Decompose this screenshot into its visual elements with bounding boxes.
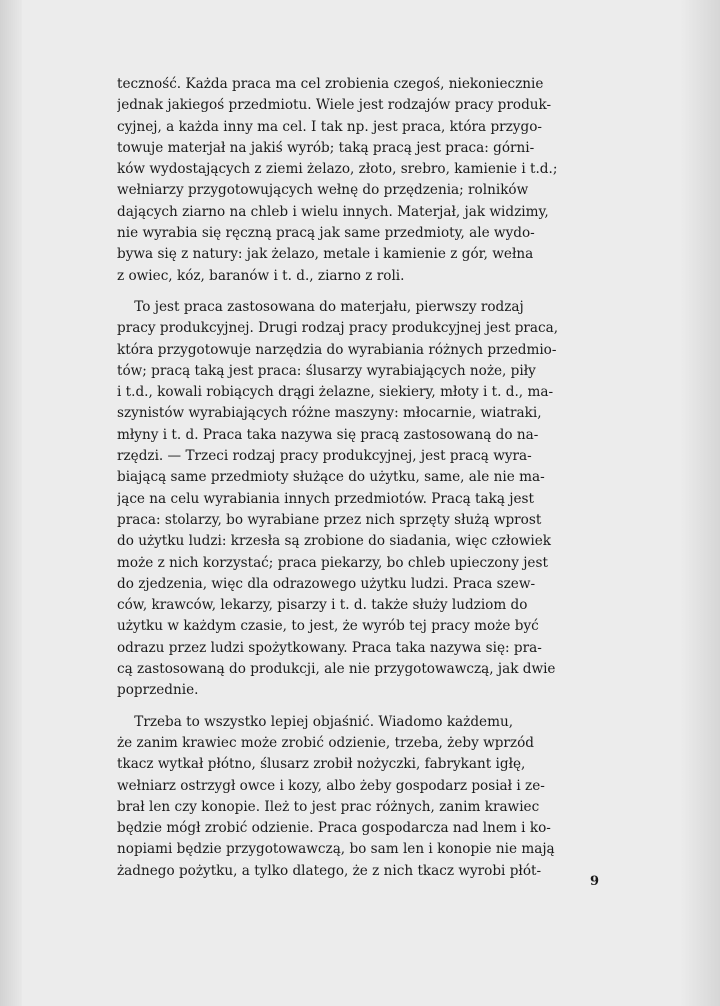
paragraph-2 [117, 297, 599, 702]
text-line: dających ziarno na chleb i wielu innych. Materjał, jak widzimy, [117, 203, 549, 220]
scan-edge-right [680, 0, 720, 1006]
text-line: która przygotowuje narzędzia do wyrabiania różnych przedmio- [117, 341, 557, 358]
text-line: szynistów wyrabiających różne maszyny: młocarnie, wiatraki, [117, 405, 542, 422]
text-line: cą zastosowaną do produkcji, ale nie przygotowawczą, jak dwie [117, 661, 556, 678]
text-line: To jest praca zastosowana do materjału, pierwszy rodzaj [117, 298, 524, 315]
text-line: rzędzi. — Trzeci rodzaj pracy produkcyjnej, jest pracą wyra- [117, 448, 532, 465]
body-text [117, 74, 599, 882]
text-line: cyjnej, a każda inny ma cel. I tak np. jest praca, która przygo- [117, 118, 542, 135]
page-number: 9 [590, 874, 600, 889]
text-line: i t.d., kowali robiących drągi żelazne, siekiery, młoty i t. d., ma- [117, 384, 554, 401]
paragraph-3 [117, 712, 599, 882]
text-line: wełniarz ostrzygł owce i kozy, albo żeby gospodarz posiał i ze- [117, 777, 545, 794]
text-line: młyny i t. d. Praca taka nazywa się pracą zastosowaną do na- [117, 426, 539, 443]
text-line: tkacz wytkał płótno, ślusarz zrobił nożyczki, fabrykant igłę, [117, 756, 526, 773]
text-line: ców, krawców, lekarzy, pisarzy i t. d. także służy ludziom do [117, 597, 528, 614]
text-line: biającą same przedmioty służące do użytku, same, ale nie ma- [117, 469, 545, 486]
text-line: do użytku ludzi: krzesła są zrobione do siadania, więc człowiek [117, 533, 552, 550]
text-line: będzie mógł zrobić odzienie. Praca gospodarcza nad lnem i ko- [117, 820, 551, 837]
text-line: z owiec, kóz, baranów i t. d., ziarno z roli. [117, 267, 405, 284]
text-line: do zjedzenia, więc dla odrazowego użytku ludzi. Praca szew- [117, 575, 536, 592]
text-line: użytku w każdym czasie, to jest, że wyrób tej pracy może być [117, 618, 539, 635]
text-line: nie wyrabia się ręczną pracą jak same przedmioty, ale wydo- [117, 225, 535, 242]
text-line: bywa się z natury: jak żelazo, metale i kamienie z gór, wełna [117, 246, 534, 263]
text-line: nopiami będzie przygotowawczą, bo sam len i konopie nie mają [117, 841, 555, 858]
text-line: wełniarzy przygotowujących wełnę do przędzenia; rolników [117, 182, 529, 199]
text-line: ków wydostających z ziemi żelazo, złoto, srebro, kamienie i t.d.; [117, 161, 558, 178]
text-line: brał len czy konopie. Ileż to jest prac różnych, zanim krawiec [117, 798, 540, 815]
text-line: pracy produkcyjnej. Drugi rodzaj pracy produkcyjnej jest praca, [117, 320, 559, 337]
text-line: jące na celu wyrabiania innych przedmiotów. Pracą taką jest [117, 490, 534, 507]
text-line: teczność. Każda praca ma cel zrobienia czegoś, niekoniecznie [117, 76, 544, 92]
text-line: odrazu przez ludzi spożytkowany. Praca taka nazywa się: pra- [117, 639, 542, 656]
text-line: że zanim krawiec może zrobić odzienie, trzeba, żeby wprzód [117, 734, 534, 751]
text-line: praca: stolarzy, bo wyrabiane przez nich sprzęty służą wprost [117, 511, 542, 528]
text-line: tów; pracą taką jest praca: ślusarzy wyrabiających noże, piły [117, 362, 536, 379]
text-line: żadnego pożytku, a tylko dlatego, że z nich tkacz wyrobi płót- [117, 862, 542, 879]
text-line: może z nich korzystać; praca piekarzy, bo chleb upieczony jest [117, 554, 548, 571]
text-line: towuje materjał na jakiś wyrób; taką pracą jest praca: górni- [117, 139, 535, 156]
scan-edge-left [0, 0, 22, 1006]
text-line: Trzeba to wszystko lepiej objaśnić. Wiadomo każdemu, [117, 713, 514, 730]
text-line: poprzednie. [117, 682, 199, 699]
paragraph-1 [117, 74, 599, 287]
text-line: jednak jakiegoś przedmiotu. Wiele jest rodzajów pracy produk- [117, 97, 552, 114]
